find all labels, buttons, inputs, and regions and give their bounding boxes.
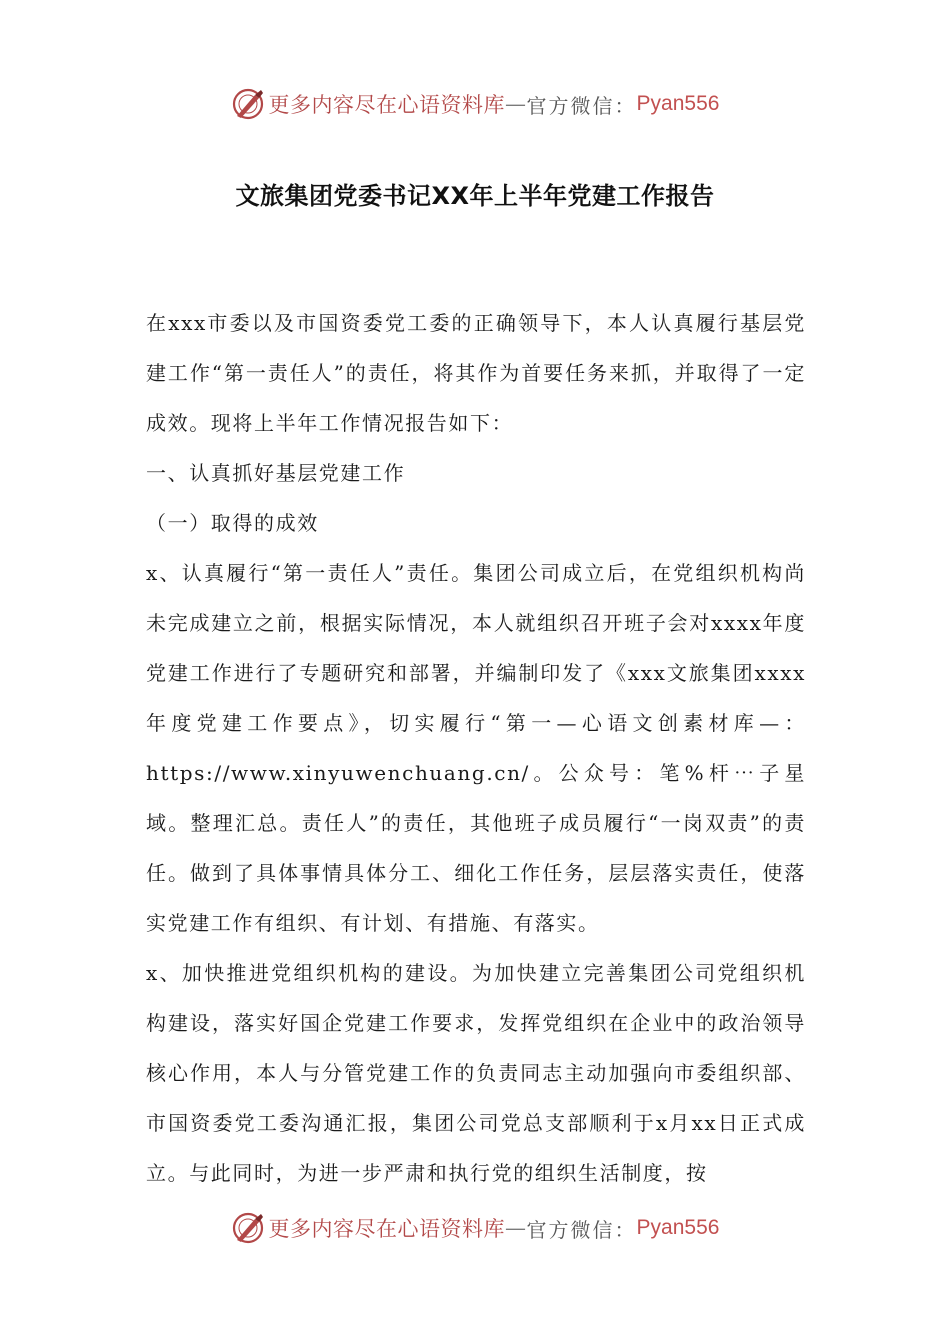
watermark-wechat-id: Pyan556 (636, 92, 720, 115)
document-title: 文旅集团党委书记XX年上半年党建工作报告 (235, 182, 715, 210)
watermark-wechat-id: Pyan556 (636, 1216, 720, 1239)
subsection-heading: （一）取得的成效 (146, 511, 319, 535)
body-paragraph: x、加快推进党组织机构的建设。为加快建立完善集团公司党组织机构建设，落实好国企党建工作要求，发挥党组织在企业中的政治领导核心作用，本人与分管党建工作的负责同志主动加强向市委组织部、市国资委党工委沟通汇报，集团公司党总支部顺利于x月xx日正式成立。与此同时，为进一步严肃和执行党的组织生活制度，按 (146, 961, 806, 1185)
watermark-wechat-label: 官方微信： (526, 1217, 637, 1242)
watermark-banner-bottom (0, 1208, 950, 1248)
document-body (146, 298, 806, 1198)
watermark-text: 更多内容尽在心语资料库 (268, 93, 506, 117)
pen-circle-logo-icon (231, 1211, 265, 1245)
watermark-banner-top (0, 84, 950, 124)
body-paragraph: x、认真履行“第一责任人”责任。集团公司成立后，在党组织机构尚未完成建立之前，根据实际情况，本人就组织召开班子会对xxxx年度党建工作进行了专题研究和部署，并编制印发了《xxx文旅集团xxxx年度党建工作要点》，切实履行“第一—心语文创素材库—：https://www.xinyuwenchuang.cn/。公众号：笔%杆⋯子星域。整理汇总。责任人”的责任，其他班子成员履行“一岗双责”的责任。做到了具体事情具体分工、细化工作任务，层层落实责任，使落实党建工作有组织、有计划、有措施、有落实。 (146, 561, 806, 935)
watermark-dash: — (505, 92, 527, 116)
intro-paragraph: 在xxx市委以及市国资委党工委的正确领导下，本人认真履行基层党建工作“第一责任人”的责任，将其作为首要任务来抓，并取得了一定成效。现将上半年工作情况报告如下： (146, 311, 806, 435)
section-heading: 一、认真抓好基层党建工作 (146, 461, 406, 485)
watermark-dash: — (505, 1216, 527, 1240)
watermark-text: 更多内容尽在心语资料库 (268, 1217, 506, 1241)
pen-circle-logo-icon (231, 87, 265, 121)
watermark-wechat-label: 官方微信： (526, 93, 637, 118)
